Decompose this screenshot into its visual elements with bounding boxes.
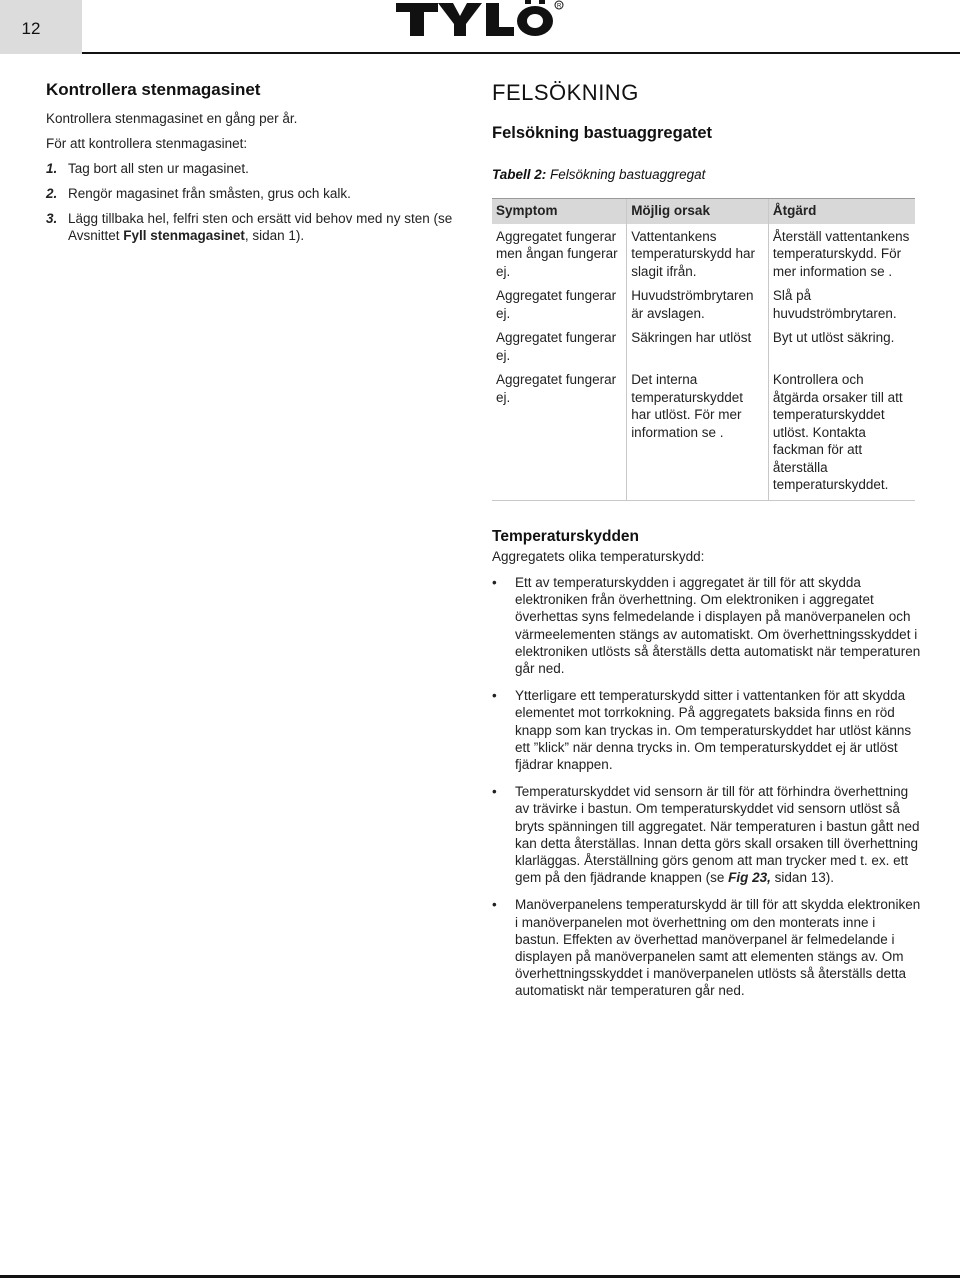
table-cell: Aggregatet fungerar ej.: [492, 367, 627, 500]
table-cell: Slå på huvudströmbrytaren.: [768, 283, 915, 325]
stone-magazine-heading: Kontrollera stenmagasinet: [46, 80, 261, 99]
temperature-intro: Aggregatets olika temperaturskydd:: [492, 549, 705, 564]
step-number: 2.: [46, 186, 58, 201]
table-row: [492, 325, 915, 367]
table-caption-label: Tabell 2:: [492, 167, 547, 182]
table-cell: Aggregatet fungerar ej.: [496, 288, 617, 321]
bullet-item: [492, 896, 922, 999]
troubleshooting-table: [492, 198, 915, 501]
left-column: [46, 80, 466, 252]
table-cell: Aggregatet fungerar men ångan fungerar ej.: [496, 228, 618, 279]
temperature-heading: Temperaturskydden: [492, 528, 640, 545]
step-number: 3.: [46, 211, 58, 226]
bullet-glyph: •: [492, 688, 497, 704]
step-item: [46, 185, 466, 202]
step-number: 1.: [46, 161, 58, 176]
header-action: Åtgärd: [768, 199, 915, 224]
table-cell: Återställ vattentankens temperaturskydd. För mer information se .: [768, 224, 915, 284]
subsection-title: Felsökning bastuaggregatet: [492, 124, 713, 142]
table-cell: Kontrollera och åtgärda orsaker till att temperaturskyddet utlöst. Kontakta fackman för att återställa temperaturskyddet.: [768, 367, 915, 500]
bullet-list: [492, 574, 922, 1000]
bullet-text: Manöverpanelens temperaturskydd är till för att skydda elektroniken i manöverpanelen mot överhettning om den monterats inne i bastun. Effekten av överhettad manöverpanel är felmedelande i displayen på manöverpanelen samt att elementen stängs av. Om överhettningsskyddet i manöverpanelen utlösts så återställs detta automatiskt när temperaturen går ned.: [515, 897, 921, 999]
bullet-text-end: sidan 13).: [770, 870, 834, 886]
table-header-row: [492, 199, 915, 224]
table-row: [492, 224, 915, 284]
step-text: Tag bort all sten ur magasinet.: [68, 161, 249, 176]
steps-list: [46, 160, 466, 244]
header-rule: [82, 52, 960, 54]
bullet-text: Ett av temperaturskydden i aggregatet är till för att skydda elektroniken från överhettning. Om elektroniken i aggregatet överhettas syns felmedelande i displayen på manöverpanelen och värmeelementen stängs av automatiskt. Om överhettningsskyddet i elektroniken utlösts så återställs detta automatiskt när temperaturen går ned.: [515, 575, 921, 677]
table-cell: Aggregatet fungerar ej.: [496, 330, 617, 363]
bullet-item: [492, 687, 922, 773]
table-row: [492, 283, 915, 325]
table-cell: Det interna temperaturskyddet har utlöst. För mer information se .: [627, 367, 769, 500]
tylo-logo: [394, 0, 566, 40]
bullet-text: Temperaturskyddet vid sensorn är till för att förhindra överhettning av trävirke i bastun. Om temperaturskyddet vid sensorn utlöst så bryts spänningen till aggregatet. När temperaturen i bastun gått ned kan detta återställas. Innan detta görs skall orsaken till överhettning klarläggas. Återställning görs genom att man trycker med t. ex. ett gem på den fjädrande knappen (se: [515, 784, 920, 886]
table-cell: Huvudströmbrytaren är avslagen.: [627, 283, 769, 325]
table-row: [492, 367, 915, 500]
instruction-paragraph: För att kontrollera stenmagasinet:: [46, 136, 248, 151]
section-title: FELSÖKNING: [492, 80, 639, 105]
table-cell: Byt ut utlöst säkring.: [768, 325, 915, 367]
bullet-item: [492, 783, 922, 886]
header-symptom: Symptom: [492, 199, 627, 224]
temperature-protection-section: [492, 528, 922, 1010]
bullet-glyph: •: [492, 897, 497, 913]
table-caption: [492, 167, 922, 182]
figure-reference: Fig 23,: [728, 870, 771, 886]
bullet-glyph: •: [492, 784, 497, 800]
step-text: Lägg tillbaka hel, felfri sten och ersätt vid behov med ny sten (se Avsnittet: [68, 211, 453, 243]
svg-text:R: R: [557, 3, 562, 10]
table-cell: Vattentankens temperaturskydd har slagit ifrån.: [627, 224, 769, 284]
header-cause: Möjlig orsak: [627, 199, 769, 224]
step-item: [46, 160, 466, 177]
right-column: [492, 80, 922, 501]
step-text: Rengör magasinet från småsten, grus och kalk.: [68, 186, 351, 201]
bullet-glyph: •: [492, 575, 497, 590]
intro-paragraph: Kontrollera stenmagasinet en gång per år.: [46, 111, 298, 126]
page-number-box: [0, 0, 82, 54]
bullet-text: Ytterligare ett temperaturskydd sitter i vattentanken för att skydda elementet mot torrkokning. På aggregatets baksida finns en röd knapp som kan tryckas in. Om temperaturskyddet har utlöst känns ett ”klick” när denna trycks in. Om temperaturskyddet ej är utlöst fjädrar knappen.: [515, 688, 912, 773]
section-reference: Fyll stenmagasinet: [123, 228, 245, 243]
step-item: [46, 210, 466, 244]
table-caption-text: Felsökning bastuaggregat: [546, 167, 706, 182]
page-number: 12: [21, 19, 41, 38]
step-text-end: , sidan 1).: [244, 228, 305, 243]
table-cell: Säkringen har utlöst: [627, 325, 769, 367]
bullet-item: [492, 574, 922, 677]
